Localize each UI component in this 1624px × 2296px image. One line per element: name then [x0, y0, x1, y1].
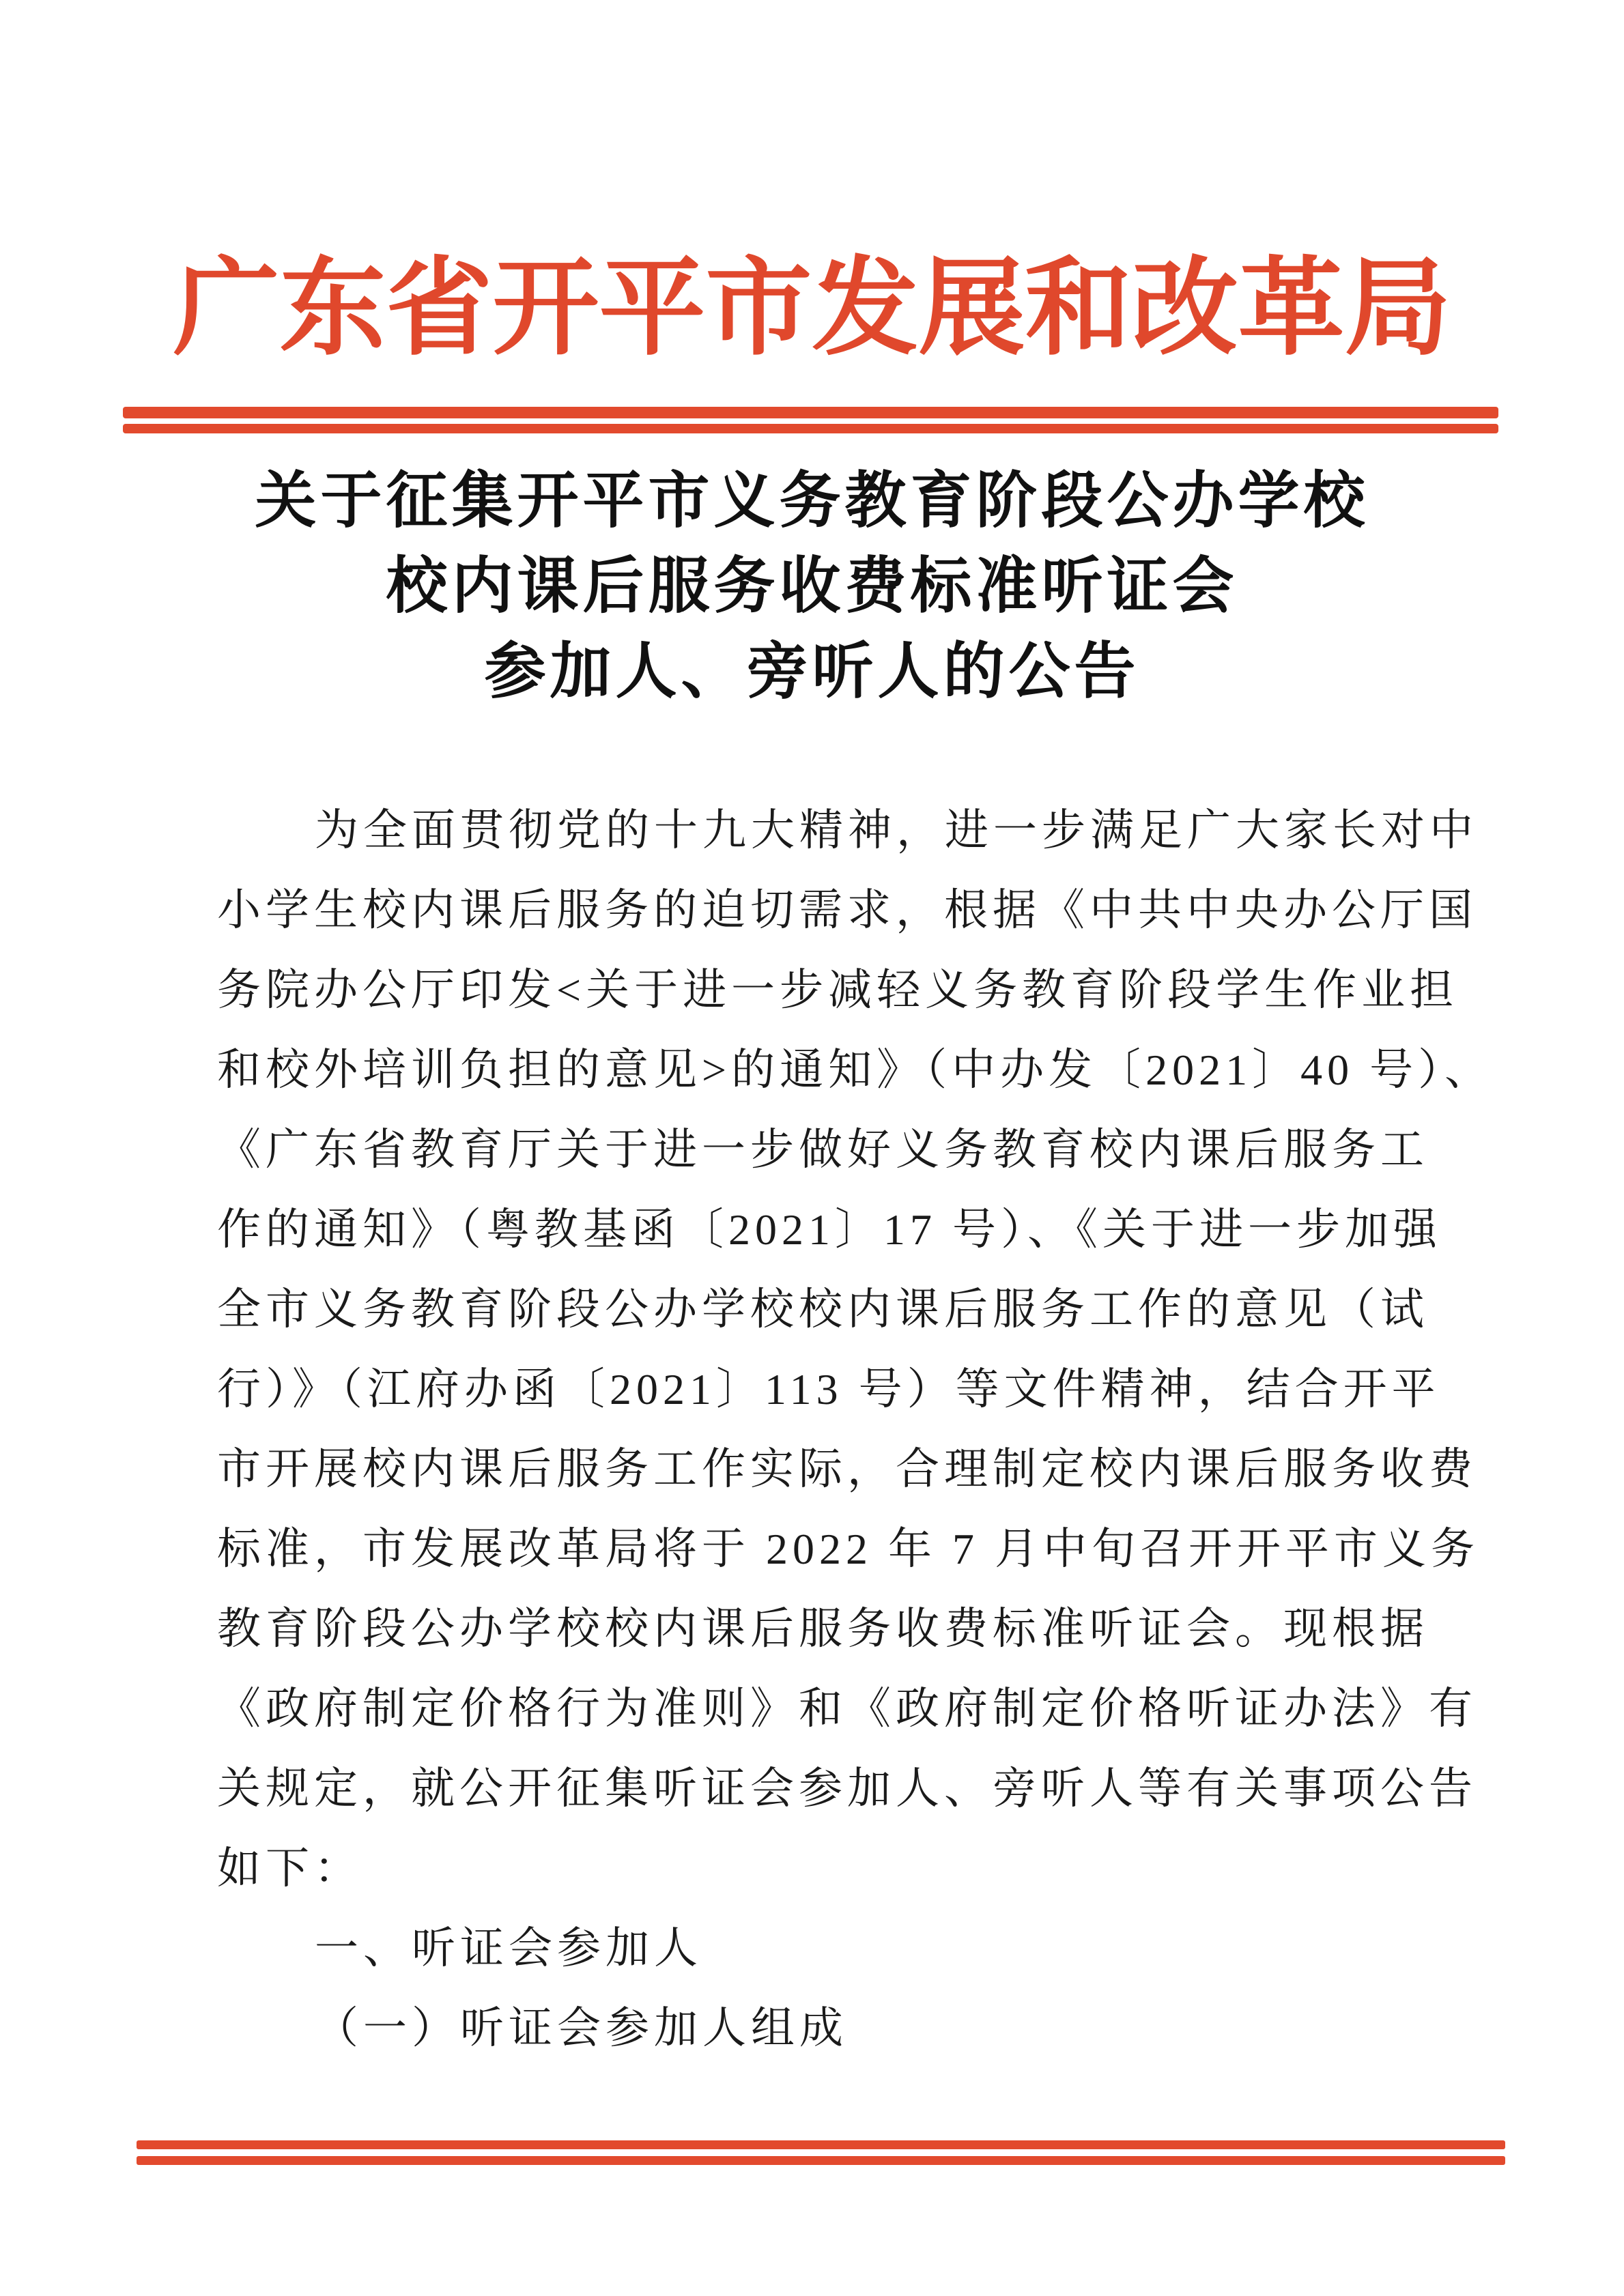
body-line: 《政府制定价格行为准则》和《政府制定价格听证办法》有	[217, 1684, 1477, 1733]
document-body	[217, 790, 1494, 2068]
footer-rule-1	[137, 2140, 1505, 2149]
body-line: 如下：	[217, 1844, 362, 1893]
letterhead-rule-thin	[123, 424, 1498, 433]
body-line: 务院办公厅印发<关于进一步减轻义务教育阶段学生作业担	[217, 966, 1459, 1014]
body-line: 市开展校内课后服务工作实际，合理制定校内课后服务收费	[217, 1445, 1477, 1493]
document-title-line-3: 参加人、旁听人的公告	[484, 637, 1140, 706]
section-heading-line: 一、听证会参加人	[315, 1924, 702, 1972]
body-line: 教育阶段公办学校校内课后服务收费标准听证会。现根据	[217, 1605, 1429, 1653]
body-line: 和校外培训负担的意见>的通知》（中办发〔2021〕40 号）、	[217, 1046, 1494, 1094]
body-line: 关规定，就公开征集听证会参加人、旁听人等有关事项公告	[217, 1764, 1477, 1813]
document-title	[0, 459, 1624, 715]
body-line: 《广东省教育厅关于进一步做好义务教育校内课后服务工	[217, 1125, 1429, 1174]
footer-rule-2	[137, 2156, 1505, 2165]
letterhead-rule-thick	[123, 407, 1498, 418]
body-line: 标准，市发展改革局将于 2022 年 7 月中旬召开开平市义务	[217, 1525, 1479, 1573]
agency-letterhead-title: 广东省开平市发展和改革局	[173, 249, 1451, 368]
subsection-heading-line: （一）听证会参加人组成	[315, 2004, 848, 2052]
body-line: 作的通知》（粤教基函〔2021〕17 号）、《关于进一步加强	[217, 1205, 1442, 1254]
body-line: 为全面贯彻党的十九大精神，进一步满足广大家长对中	[315, 806, 1478, 855]
body-line: 小学生校内课后服务的迫切需求，根据《中共中央办公厅国	[217, 886, 1477, 934]
body-line: 全市义务教育阶段公办学校校内课后服务工作的意见（试	[217, 1285, 1429, 1334]
document-title-line-2: 校内课后服务收费标准听证会	[386, 552, 1238, 620]
document-title-line-1: 关于征集开平市义务教育阶段公办学校	[255, 467, 1369, 535]
body-line: 行）》（江府办函〔2021〕113 号）等文件精神，结合开平	[217, 1365, 1440, 1414]
